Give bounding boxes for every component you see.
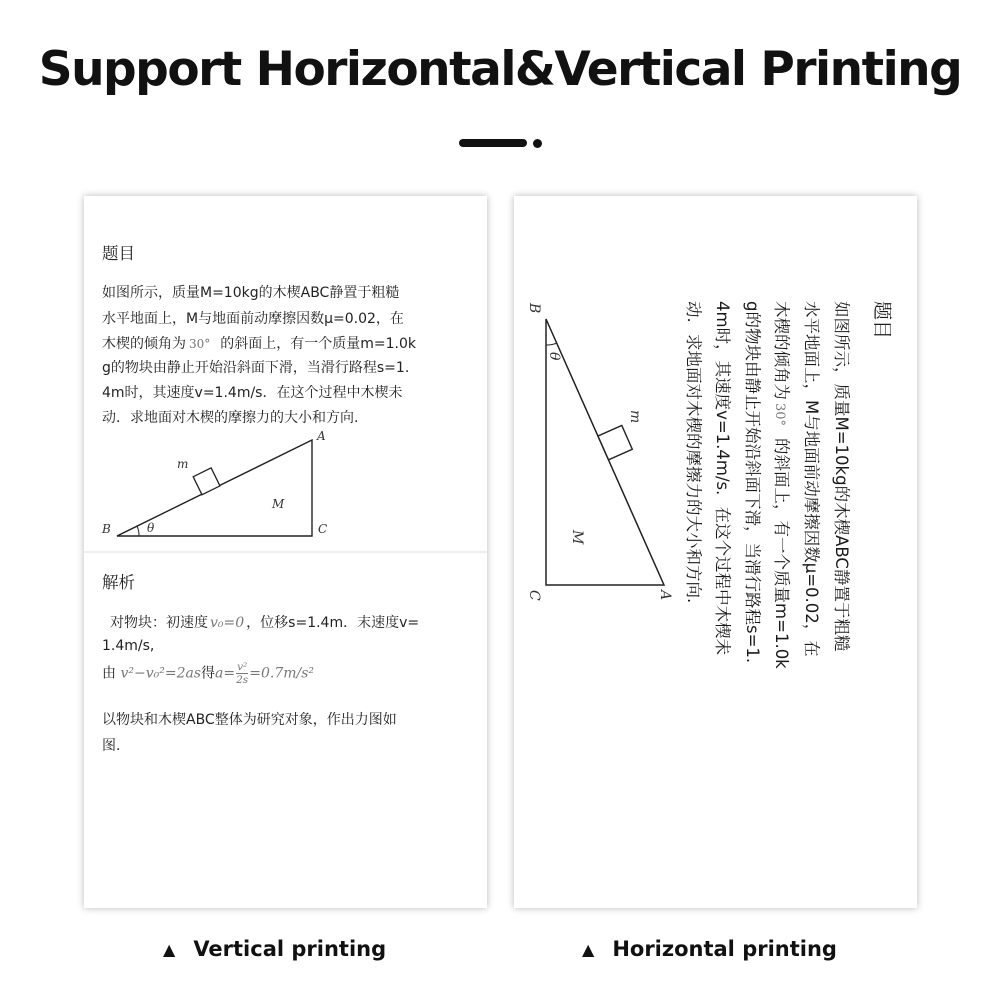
question-line-6: 动．求地面对木楔的摩擦力的大小和方向. — [102, 410, 359, 426]
triangle-marker-icon: ▲ — [582, 940, 595, 959]
svg-text:m: m — [627, 410, 643, 424]
section-divider — [84, 551, 487, 553]
question-heading: 题目 — [102, 244, 135, 263]
question-line-1-rotated: 如图所示，质量M=10kg的木楔ABC静置于粗糙 — [832, 301, 851, 652]
analysis-line-2: 1.4m/s, — [102, 638, 155, 654]
vertical-caption — [163, 937, 386, 961]
question-line-4-rotated: g的物块由静止开始沿斜面下滑，当滑行路程s=1. — [743, 301, 762, 664]
question-line-6-rotated: 动．求地面对木楔的摩擦力的大小和方向. — [684, 301, 703, 604]
analysis-line-5: 图. — [102, 738, 121, 754]
triangle-marker-icon: ▲ — [163, 940, 176, 959]
analysis-line-4: 以物块和木楔ABC整体为研究对象，作出力图如 — [102, 712, 397, 728]
horizontal-caption-text: Horizontal printing — [612, 937, 837, 961]
question-line-5-rotated: 4m时，其速度v=1.4m/s．在这个过程中木楔未 — [713, 301, 732, 656]
svg-text:A: A — [657, 590, 673, 601]
angle-arc — [137, 526, 139, 536]
vertex-a-label: A — [317, 430, 326, 443]
analysis-heading: 解析 — [102, 573, 135, 592]
question-line-2-rotated: 水平地面上，M与地面前动摩擦因数μ=0.02，在 — [802, 301, 821, 657]
block-mass-label: m — [177, 457, 189, 471]
question-line-5: 4m时，其速度v=1.4m/s．在这个过程中木楔未 — [102, 385, 403, 401]
question-line-3: 木楔的倾角为 30° 的斜面上，有一个质量m=1.0k — [102, 336, 417, 352]
page-headline: Support Horizontal&Vertical Printing — [38, 42, 962, 97]
angle-label: θ — [147, 521, 155, 535]
svg-text:C: C — [526, 590, 542, 601]
vertex-c-label: C — [318, 522, 328, 536]
angle-arc-rotated — [546, 343, 557, 345]
block-square-rotated — [598, 425, 632, 459]
horizontal-print-sample — [514, 196, 917, 908]
rotated-content — [514, 196, 917, 908]
vertical-print-sample — [84, 196, 487, 908]
horizontal-caption — [582, 937, 837, 961]
vertex-b-label: B — [102, 522, 111, 536]
question-line-4: g的物块由静止开始沿斜面下滑，当滑行路程s=1. — [102, 360, 410, 376]
wedge-diagram-rotated — [523, 300, 673, 610]
vertical-caption-text: Vertical printing — [193, 937, 387, 961]
wedge-mass-label: M — [272, 497, 285, 511]
fraction: $\frac{\text{v²}}{2s}$ — [236, 661, 249, 686]
question-heading-rotated: 题目 — [871, 301, 893, 340]
question-line-1: 如图所示，质量M=10kg的木楔ABC静置于粗糙 — [102, 285, 400, 301]
analysis-line-3: 由 v²−v₀²=2as得a= $\frac{\text{v²}}{2s}$ =0.7m/s² — [102, 661, 315, 686]
wedge-diagram — [96, 430, 346, 542]
svg-text:θ: θ — [546, 352, 562, 361]
equation: v²−v₀²=2as — [120, 665, 202, 682]
svg-text:M: M — [569, 530, 585, 545]
analysis-line-1: 对物块：初速度 v₀=0 ，位移s=1.4m．末速度v= — [110, 615, 420, 631]
block-square — [193, 468, 220, 495]
svg-text:B: B — [526, 303, 542, 314]
question-line-2: 水平地面上，M与地面前动摩擦因数μ=0.02，在 — [102, 311, 404, 327]
question-line-3-rotated: 木楔的倾角为30°的斜面上，有一个质量m=1.0k — [772, 301, 791, 669]
divider-dot — [533, 139, 542, 148]
angle-value: 30° — [189, 337, 211, 351]
divider-bar — [459, 139, 527, 147]
